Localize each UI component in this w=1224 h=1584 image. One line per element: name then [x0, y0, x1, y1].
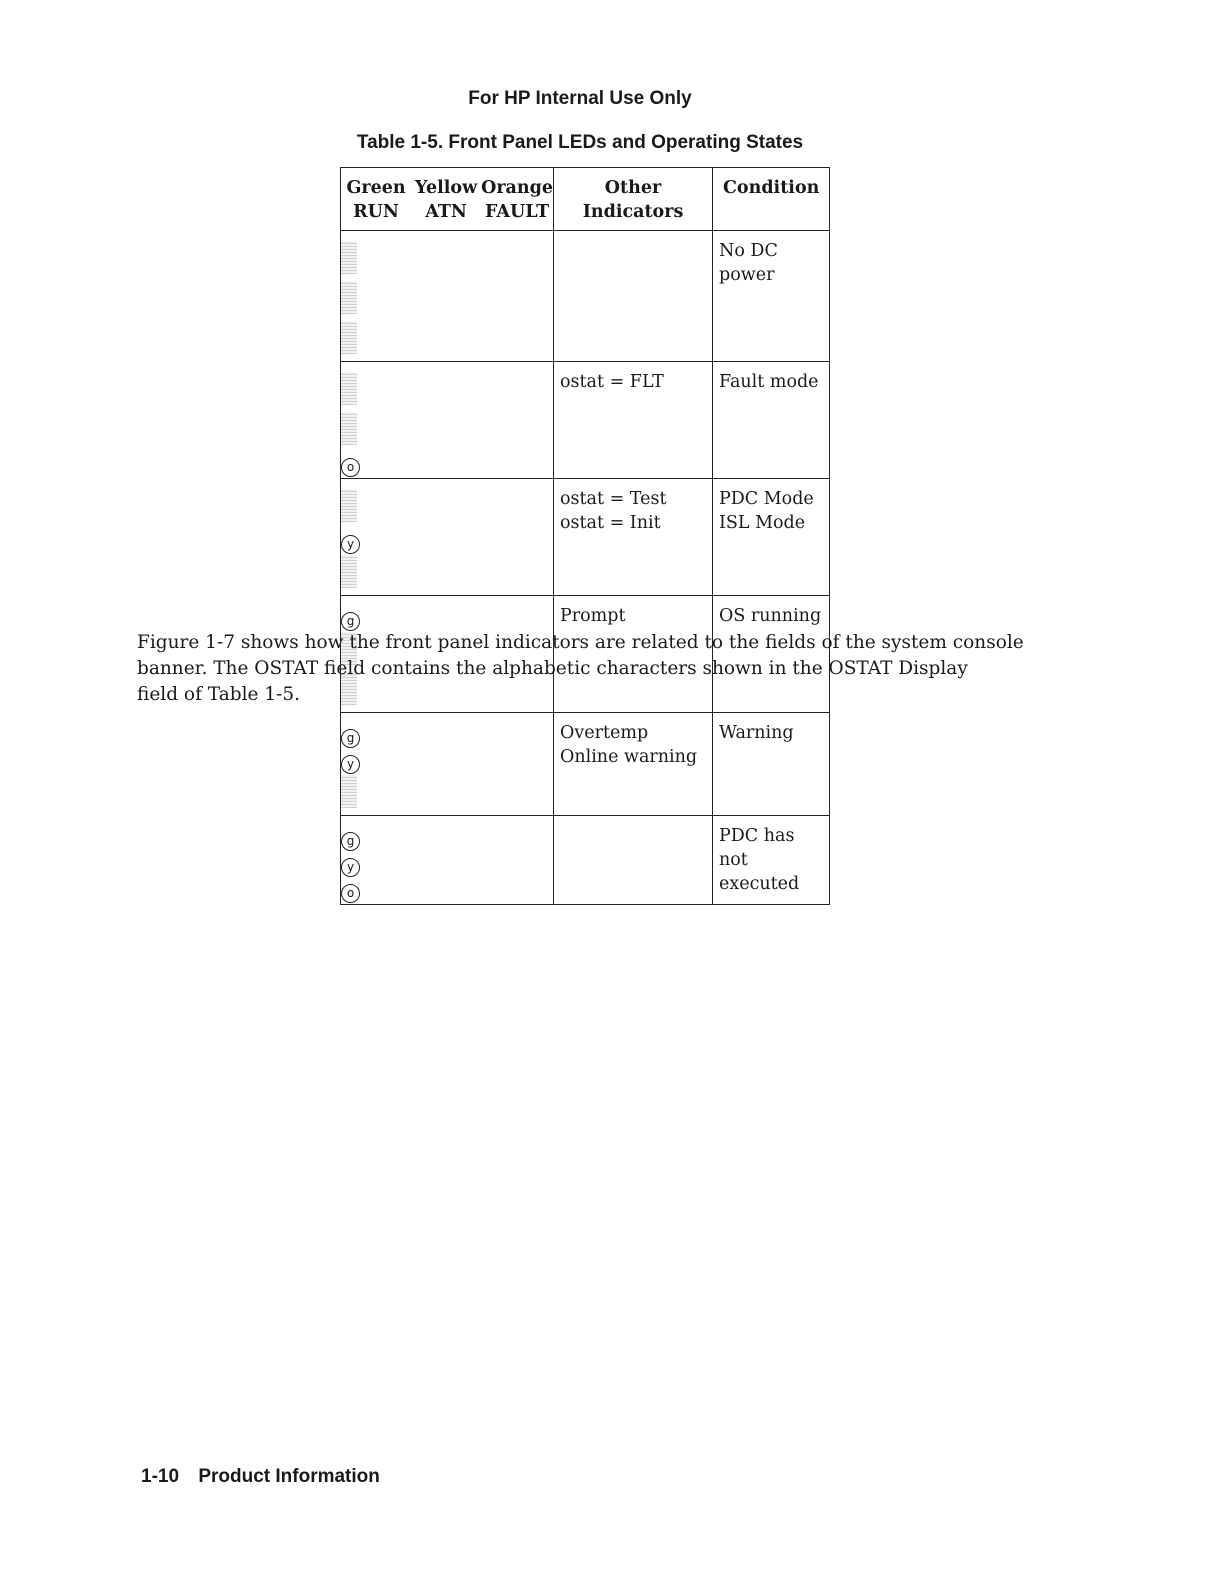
orange-led-off-icon [341, 321, 357, 354]
condition-line: PDC Mode [719, 489, 814, 509]
condition-line: not [719, 850, 748, 870]
led-column-headers [341, 168, 554, 231]
other-indicators-cell [554, 231, 713, 362]
table-row [341, 231, 830, 362]
green-led-cell [341, 241, 553, 281]
yellow-led-on-icon: y [341, 858, 360, 877]
page-number: 1-10 [141, 1466, 180, 1487]
yellow-led-off-icon [341, 281, 357, 314]
green-led-cell [341, 723, 553, 749]
green-led-off-icon [341, 372, 357, 405]
led-states [341, 816, 554, 905]
body-paragraph: Figure 1-7 shows how the front panel indicators are related to the fields of the system console banner. The OSTAT field contains the alphabetic characters shown in the OSTAT Display field of Table 1-5. [137, 632, 1024, 705]
indicator-line: ostat = Init [560, 513, 661, 533]
led-states-table [340, 167, 830, 905]
table-body [341, 231, 830, 905]
orange-led-cell [341, 452, 553, 478]
orange-led-off-icon [341, 555, 357, 588]
condition-cell [713, 479, 830, 596]
condition-line: ISL Mode [719, 513, 806, 533]
led-states [341, 362, 554, 479]
condition-line: No DC [719, 241, 778, 261]
section-title: Product Information [198, 1466, 380, 1487]
green-led-on-icon: g [341, 832, 360, 851]
green-led-off-icon [341, 241, 357, 274]
yellow-led-cell [341, 749, 553, 775]
green-led-on-icon: g [341, 729, 360, 748]
condition-line: Warning [719, 723, 794, 743]
other-indicators-cell [554, 362, 713, 479]
header-orange-fault: Orange FAULT [481, 178, 553, 222]
condition-line: Fault mode [719, 372, 819, 392]
yellow-led-cell [341, 852, 553, 878]
green-led-cell [341, 489, 553, 529]
internal-use-notice: For HP Internal Use Only [468, 88, 692, 109]
led-states [341, 231, 554, 362]
page-footer [141, 1466, 380, 1488]
table-row [341, 816, 830, 905]
other-indicators-cell [554, 479, 713, 596]
condition-cell [713, 816, 830, 905]
table-caption: Table 1-5. Front Panel LEDs and Operating States [356, 132, 804, 153]
green-led-on-icon: g [341, 612, 360, 631]
condition-cell [713, 362, 830, 479]
indicator-line: ostat = Test [560, 489, 667, 509]
indicator-line: Prompt [560, 606, 626, 626]
orange-led-cell [341, 321, 553, 361]
indicator-line: Online warning [560, 747, 698, 767]
orange-led-cell [341, 555, 553, 595]
yellow-led-cell [341, 281, 553, 321]
green-led-cell [341, 372, 553, 412]
condition-line: OS running [719, 606, 822, 626]
table-header-row [341, 168, 830, 231]
yellow-led-off-icon [341, 412, 357, 445]
orange-led-off-icon [341, 775, 357, 808]
yellow-led-cell [341, 412, 553, 452]
led-states [341, 479, 554, 596]
orange-led-on-icon: o [341, 884, 360, 903]
yellow-led-on-icon: y [341, 535, 360, 554]
yellow-led-on-icon: y [341, 755, 360, 774]
condition-line: PDC has [719, 826, 795, 846]
orange-led-on-icon: o [341, 458, 360, 477]
table-row [341, 362, 830, 479]
condition-cell [713, 231, 830, 362]
orange-led-cell [341, 775, 553, 815]
header-yellow-atn: Yellow ATN [415, 178, 478, 222]
other-indicators-cell [554, 713, 713, 816]
other-indicators-cell [554, 816, 713, 905]
indicator-line: ostat = FLT [560, 372, 664, 392]
header-condition: Condition [713, 168, 830, 231]
table-row [341, 713, 830, 816]
header-other-indicators: Other Indicators [554, 168, 713, 231]
condition-cell [713, 713, 830, 816]
green-led-off-icon [341, 489, 357, 522]
condition-line: executed [719, 874, 800, 894]
led-states [341, 713, 554, 816]
indicator-line: Overtemp [560, 723, 649, 743]
green-led-cell [341, 826, 553, 852]
condition-line: power [719, 265, 775, 285]
orange-led-cell [341, 878, 553, 904]
header-green-run: Green RUN [346, 178, 406, 222]
yellow-led-cell [341, 529, 553, 555]
table-row [341, 479, 830, 596]
green-led-cell [341, 606, 553, 632]
